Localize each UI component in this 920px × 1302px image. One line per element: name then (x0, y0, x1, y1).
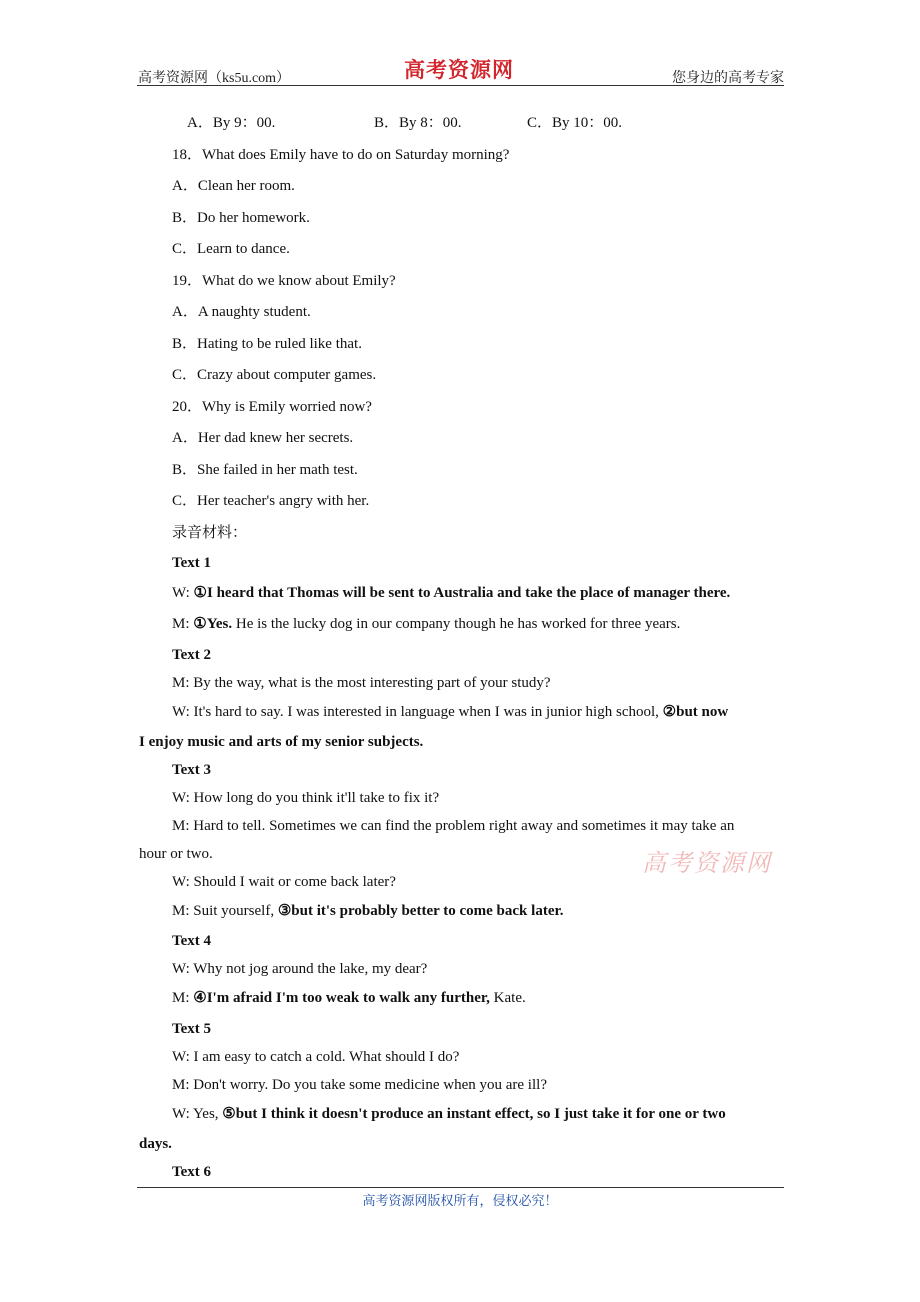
q18-option-b: B．Do her homework. (172, 210, 310, 226)
footer-copyright: 高考资源网版权所有，侵权必究！ (362, 1193, 558, 1208)
q20-option-a: A．Her dad knew her secrets. (172, 430, 354, 446)
text6-title: Text 6 (172, 1164, 212, 1180)
text1-line1-bold: ①I heard that Thomas will be sent to Australia and take the place of manager there. (193, 585, 731, 601)
text2-line1: M: By the way, what is the most interesting part of your study? (172, 675, 551, 691)
q19-option-c: C．Crazy about computer games. (172, 367, 377, 383)
speaker-label: M: (172, 990, 194, 1006)
text1-line2-bold: ①Yes. (193, 616, 233, 632)
header-slogan: 您身边的高考专家 (672, 71, 784, 86)
q20-option-c: C．Her teacher's angry with her. (172, 493, 370, 509)
q17-option-c: C．By 10：00. (527, 115, 623, 131)
q17-options (187, 113, 275, 133)
text4-line2-rest: Kate. (489, 990, 526, 1006)
text3-line4 (172, 901, 564, 921)
text3-line2: M: Hard to tell. Sometimes we can find the problem right away and sometimes it may take an (172, 818, 735, 834)
text3-line4-bold: ③but it's probably better to come back later. (277, 903, 564, 919)
text2-line2-cont: I enjoy music and arts of my senior subjects. (139, 734, 424, 750)
header-logo: 高考资源网 (404, 57, 514, 82)
q19-question: 19．What do we know about Emily? (172, 273, 396, 289)
text5-line3-cont: days. (139, 1136, 172, 1152)
q19-option-a: A．A naughty student. (172, 304, 311, 320)
speaker-label: W: (172, 585, 194, 601)
text5-line1: W: I am easy to catch a cold. What should I do? (172, 1049, 460, 1065)
text3-line2-cont: hour or two. (139, 846, 213, 862)
text1-line2-rest: He is the lucky dog in our company though he has worked for three years. (232, 616, 681, 632)
watermark: 高考资源网 (642, 849, 772, 877)
text5-line3-bold: ⑤but I think it doesn't produce an instant effect, so I just take it for one or two (222, 1106, 726, 1122)
header-divider (137, 85, 784, 86)
q17-option-b: B．By 8：00. (374, 115, 462, 131)
text2-title: Text 2 (172, 647, 212, 663)
q20-option-b: B．She failed in her math test. (172, 462, 358, 478)
q17-option-a: A．By 9：00. (187, 115, 276, 131)
text2-line2 (172, 702, 728, 722)
transcript-heading: 录音材料： (172, 525, 248, 541)
page-header (138, 57, 784, 86)
q18-question: 18．What does Emily have to do on Saturday morning? (172, 147, 510, 163)
q18-option-c: C．Learn to dance. (172, 241, 290, 257)
text5-line3-plain: W: Yes, (172, 1106, 223, 1122)
text3-line3: W: Should I wait or come back later? (172, 874, 396, 890)
text3-line1: W: How long do you think it'll take to fix it? (172, 790, 440, 806)
text1-line1 (172, 583, 730, 603)
text3-title: Text 3 (172, 762, 212, 778)
q18-option-a: A．Clean her room. (172, 178, 295, 194)
text1-title: Text 1 (172, 555, 212, 571)
text4-line1: W: Why not jog around the lake, my dear? (172, 961, 428, 977)
header-site-name: 高考资源网（ks5u.com） (138, 71, 291, 86)
text1-line2 (172, 614, 680, 634)
text5-line3 (172, 1104, 726, 1124)
text5-title: Text 5 (172, 1021, 212, 1037)
text2-line2-bold: ②but now (662, 704, 729, 720)
text3-line4-plain: M: Suit yourself, (172, 903, 278, 919)
text4-line2 (172, 988, 526, 1008)
q20-question: 20．Why is Emily worried now? (172, 399, 372, 415)
speaker-label: M: (172, 616, 194, 632)
text5-line2: M: Don't worry. Do you take some medicine when you are ill? (172, 1077, 547, 1093)
text4-title: Text 4 (172, 933, 212, 949)
text4-line2-bold: ④I'm afraid I'm too weak to walk any further, (193, 990, 490, 1006)
footer-divider (137, 1187, 784, 1188)
q19-option-b: B．Hating to be ruled like that. (172, 336, 362, 352)
text2-line2-plain: W: It's hard to say. I was interested in language when I was in junior high school, (172, 704, 663, 720)
